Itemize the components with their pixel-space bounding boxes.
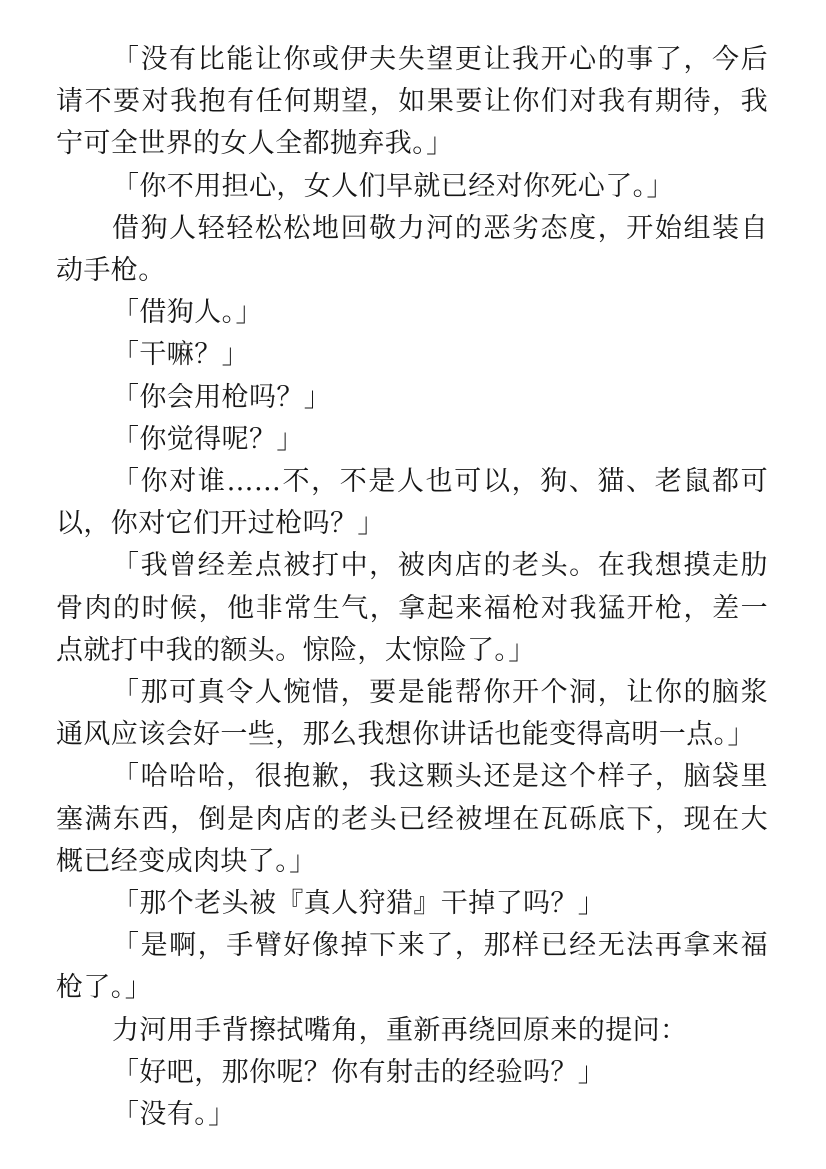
paragraph: 「你会用枪吗？」: [112, 381, 332, 413]
paragraph: 「那个老头被『真人狩猎』干掉了吗？」: [112, 888, 606, 920]
paragraph: 「没有比能让你或伊夫失望更让我开心的事了，今后请不要对我抱有任何期望，如果要让你们对我有期待，我宁可全世界的女人全都抛弃我。」: [56, 44, 768, 160]
paragraph: 「我曾经差点被打中，被肉店的老头。在我想摸走肋骨肉的时候，他非常生气，拿起来福枪对我猛开枪，差一点就打中我的额头。惊险，太惊险了。」: [56, 550, 768, 666]
paragraph: 「没有。」: [112, 1099, 236, 1131]
novel-page-text: [56, 39, 768, 1136]
paragraph: 「你不用担心，女人们早就已经对你死心了。」: [112, 170, 674, 202]
paragraph: 「你对谁……不，不是人也可以，狗、猫、老鼠都可以，你对它们开过枪吗？」: [56, 466, 768, 540]
paragraph: 力河用手背擦拭嘴角，重新再绕回原来的提问：: [112, 1014, 688, 1046]
paragraph: 「哈哈哈，很抱歉，我这颗头还是这个样子，脑袋里塞满东西，倒是肉店的老头已经被埋在瓦砾底下，现在大概已经变成肉块了。」: [56, 761, 768, 877]
paragraph: 「你觉得呢？」: [112, 423, 304, 455]
paragraph: 「那可真令人惋惜，要是能帮你开个洞，让你的脑浆通风应该会好一些，那么我想你讲话也能变得高明一点。」: [56, 677, 768, 751]
paragraph: 借狗人轻轻松松地回敬力河的恶劣态度，开始组装自动手枪。: [56, 212, 768, 287]
paragraph: 「借狗人。」: [112, 297, 263, 329]
paragraph: 「干嘛？」: [112, 339, 249, 371]
paragraph: 「是啊，手臂好像掉下来了，那样已经无法再拿来福枪了。」: [56, 930, 768, 1004]
paragraph: 「好吧，那你呢？你有射击的经验吗？」: [112, 1056, 606, 1088]
